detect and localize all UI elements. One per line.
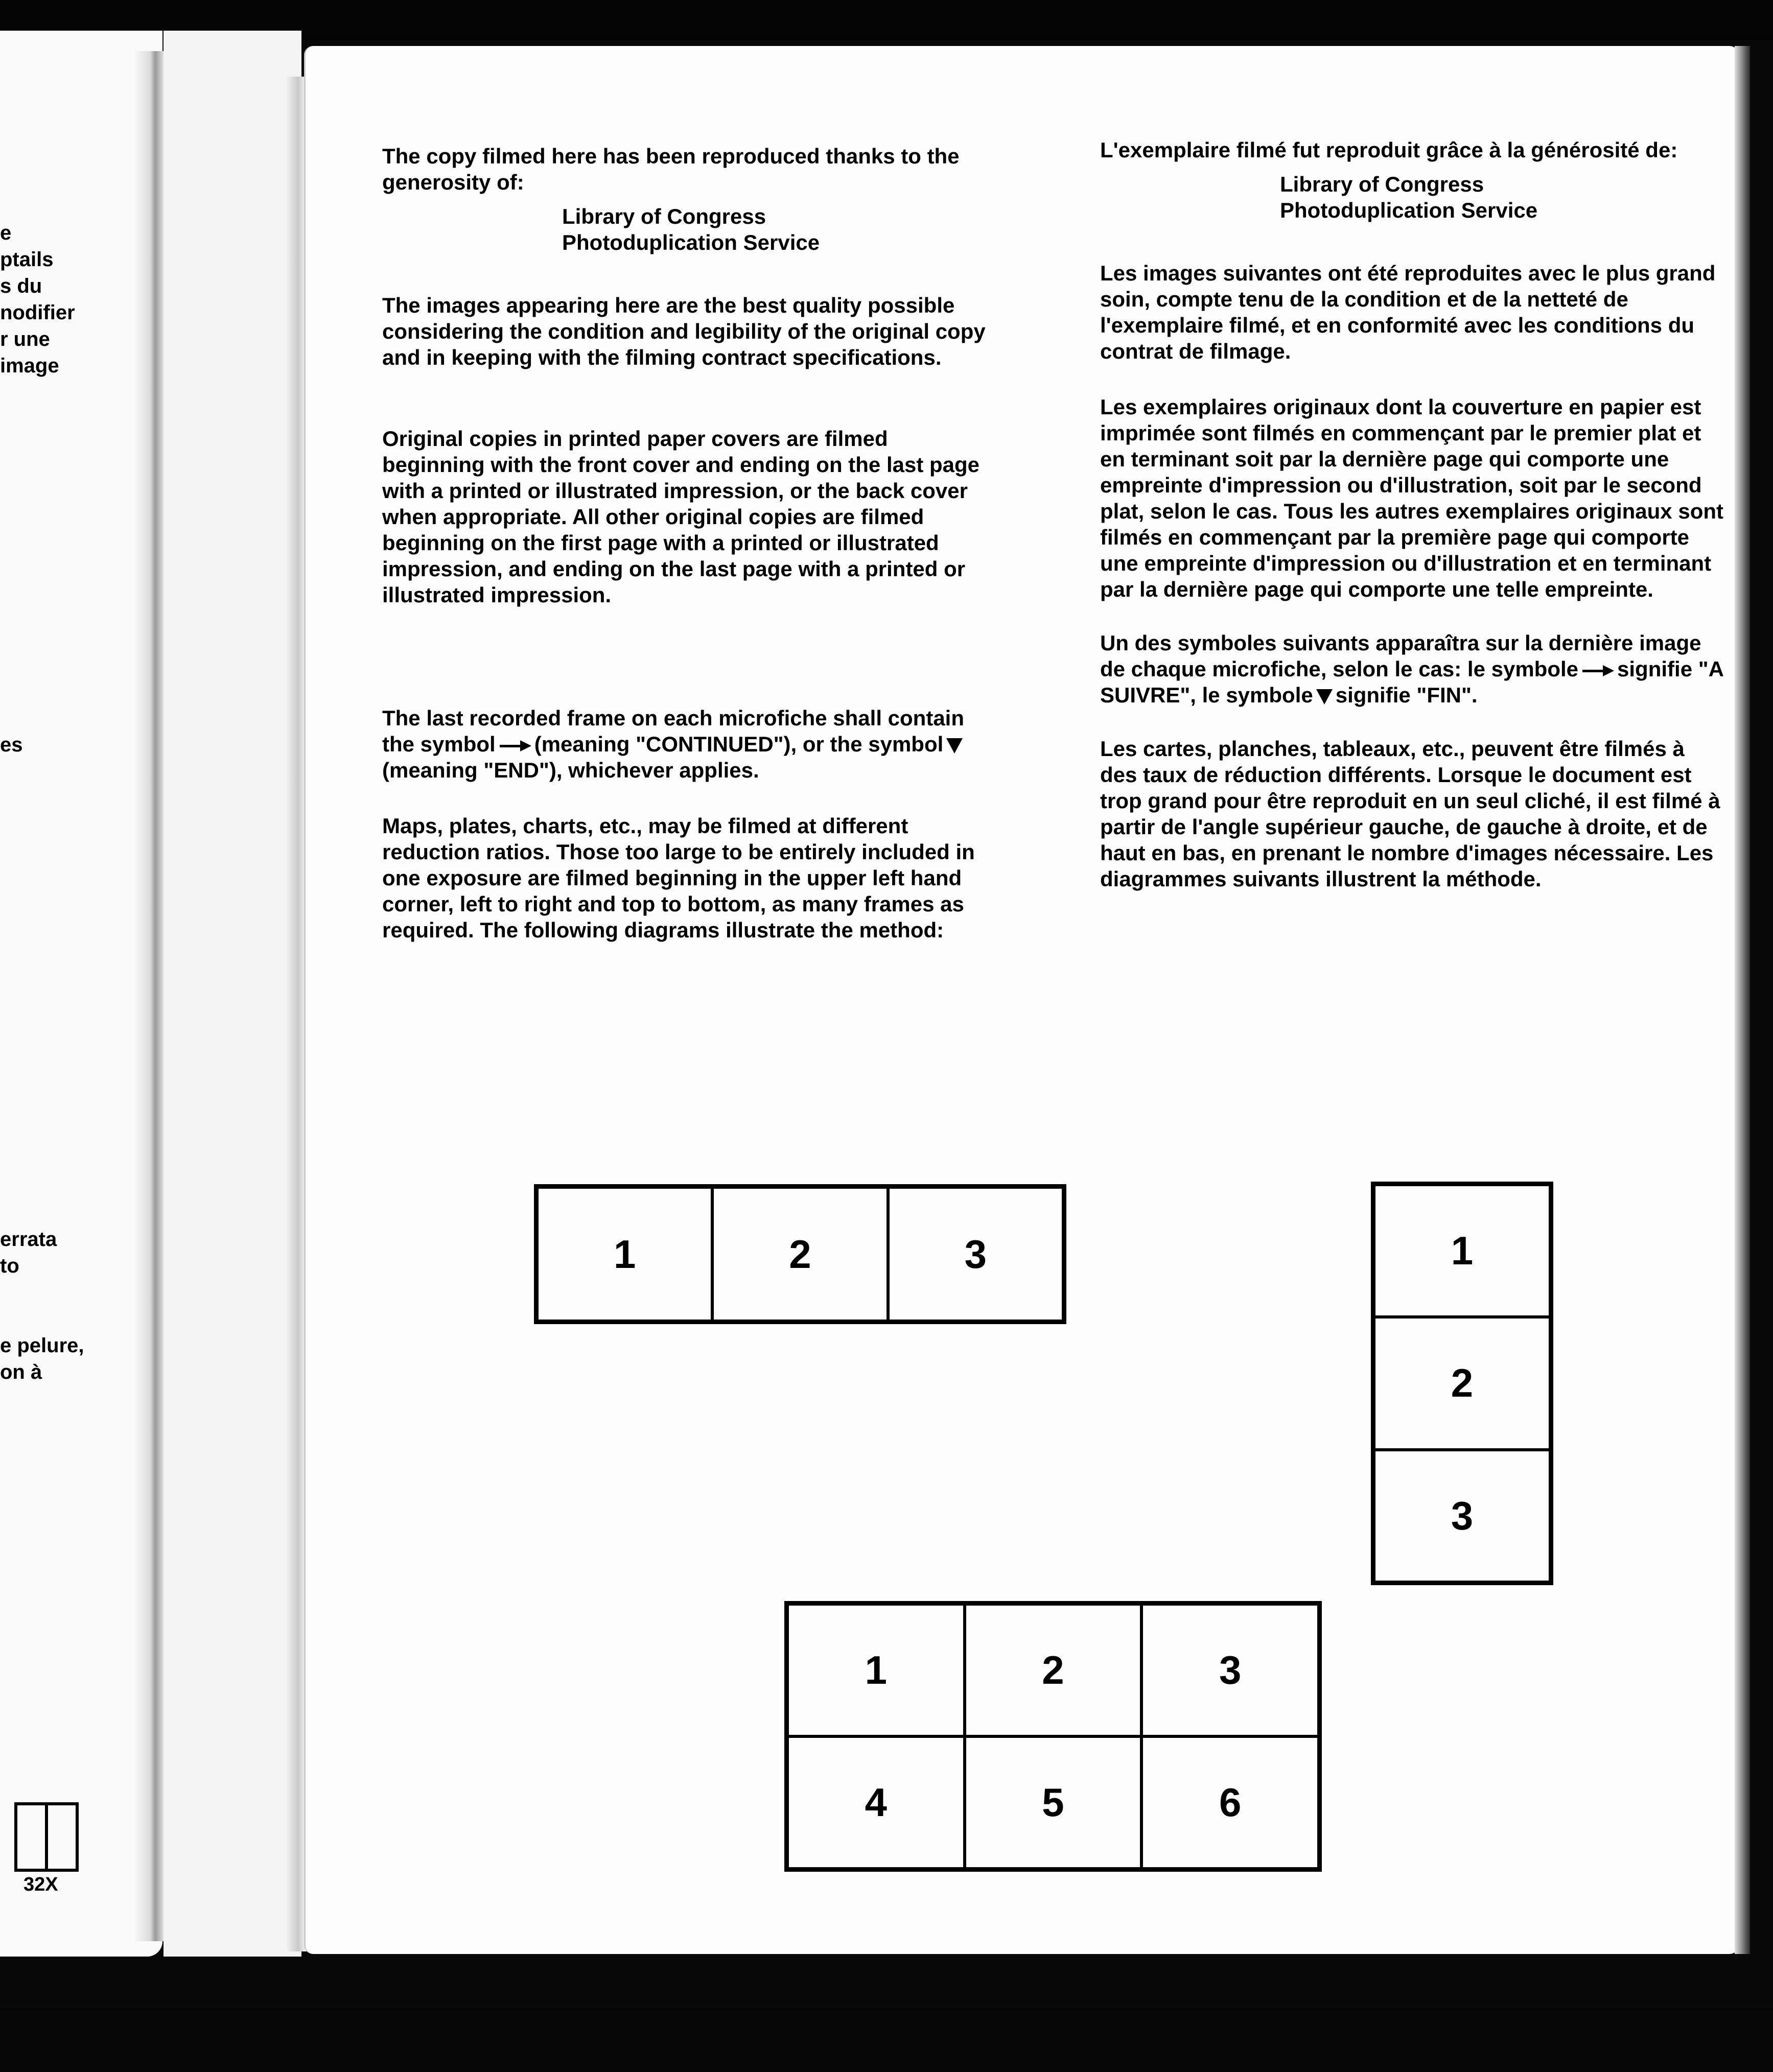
gutter-shadow xyxy=(286,77,307,1951)
en-covers-paragraph: Original copies in printed paper covers are filmed beginning with the front cover and ending on the last page with a printed or illustrated impression, or the back cover when appropriate. All other original copies are filmed beginning on the first page with a printed or illustrated impression, and ending on the last page with a printed or illustrated impression. xyxy=(382,427,980,607)
left-fragment: es xyxy=(0,734,23,756)
en-symbol-text-b: (meaning "CONTINUED"), or the symbol xyxy=(534,732,944,756)
frame-cell: 2 xyxy=(712,1187,888,1321)
fin-triangle-icon xyxy=(1316,689,1333,704)
fr-intro: L'exemplaire filmé fut reproduit grâce à la générosité de: xyxy=(1100,138,1678,162)
frame-cell: 3 xyxy=(888,1187,1063,1321)
fr-maps-paragraph: Les cartes, planches, tableaux, etc., peuvent être filmés à des taux de réduction différents. Lorsque le document est trop grand pour être reproduit en un seul cliché, il est filmé à partir de l'angle supérieur gauche, de gauche à droite, et de haut en bas, en prenant le nombre d'images nécessaire. Les diagrammes suivants illustrent la méthode. xyxy=(1100,737,1720,891)
left-fragment: on à xyxy=(0,1361,42,1383)
left-fragment: ptails xyxy=(0,248,54,271)
gutter xyxy=(164,31,301,1957)
resolution-target-box xyxy=(14,1802,79,1872)
fr-library-name: Library of Congress xyxy=(1280,172,1484,196)
en-quality-paragraph: The images appearing here are the best quality possible considering the condition and legibility of the original copy and in keeping with the filming contract specifications. xyxy=(382,293,986,369)
resolution-label: 32X xyxy=(24,1874,58,1895)
frame-cell: 6 xyxy=(1141,1736,1319,1869)
french-column xyxy=(1100,137,1723,892)
vertical-frame-diagram xyxy=(1371,1182,1553,1585)
frame-cell: 3 xyxy=(1374,1450,1550,1582)
frame-cell: 1 xyxy=(787,1604,965,1736)
en-intro: The copy filmed here has been reproduced thanks to the generosity of: xyxy=(382,144,960,194)
frame-cell: 5 xyxy=(965,1736,1142,1869)
left-fragment: s du xyxy=(0,275,42,297)
fr-symbol-paragraph xyxy=(1100,630,1723,708)
left-fragment: errata xyxy=(0,1228,57,1251)
left-fragment: nodifier xyxy=(0,301,75,324)
fr-covers-paragraph: Les exemplaires originaux dont la couverture en papier est imprimée sont filmés en commençant par le premier plat et en terminant soit par la dernière page qui comporte une empreinte d'impression ou d'illustration, soit par le second plat, selon le cas. Tous les autres exemplaires originaux sont filmés en commençant par la première page qui comporte une empreinte d'impression ou d'illustration et en terminant par la dernière page qui comporte une telle empreinte. xyxy=(1100,395,1723,601)
end-triangle-icon xyxy=(946,738,963,754)
frame-cell: 4 xyxy=(787,1736,965,1869)
continued-arrow-icon xyxy=(500,740,531,751)
en-library-service: Photoduplication Service xyxy=(562,230,820,254)
horizontal-frame-diagram xyxy=(534,1184,1066,1324)
frame-cell: 2 xyxy=(1374,1317,1550,1449)
fr-symbol-text-b: signifie "A SUIVRE", le symbole xyxy=(1100,657,1723,707)
fr-quality-paragraph: Les images suivantes ont été reproduites avec le plus grand soin, compte tenu de la condition et de la netteté de l'exemplaire filmé, et en conformité avec les conditions du contrat de filmage. xyxy=(1100,261,1716,363)
frame-cell: 1 xyxy=(1374,1185,1550,1317)
en-maps-paragraph: Maps, plates, charts, etc., may be filmed at different reduction ratios. Those too large to be entirely included in one exposure are filmed beginning in the upper left hand corner, left to right and top to bottom, as many frames as required. The following diagrams illustrate the method: xyxy=(382,814,975,942)
a-suivre-arrow-icon xyxy=(1582,665,1614,676)
left-fragment: e pelure, xyxy=(0,1334,84,1357)
left-fragment: e xyxy=(0,222,12,244)
bottom-film-border xyxy=(0,2008,1773,2072)
left-fragment: r une xyxy=(0,328,50,350)
en-symbol-text-c: (meaning "END"), whichever applies. xyxy=(382,758,759,782)
left-fragment: to xyxy=(0,1255,19,1277)
fr-symbol-text-c: signifie "FIN". xyxy=(1335,683,1478,707)
frame-cell: 2 xyxy=(965,1604,1142,1736)
left-fragment: image xyxy=(0,355,59,377)
english-column xyxy=(382,143,995,943)
fr-symbol-text-a: Un des symboles suivants apparaîtra sur la dernière image de chaque microfiche, selon le cas: le symbole xyxy=(1100,631,1701,681)
frame-cell: 3 xyxy=(1141,1604,1319,1736)
en-symbol-paragraph xyxy=(382,705,995,783)
page-edge-shadow xyxy=(1735,46,1750,1954)
en-library-name: Library of Congress xyxy=(562,204,766,228)
en-symbol-text-a: The last recorded frame on each microfiche shall contain the symbol xyxy=(382,706,965,756)
frame-cell: 1 xyxy=(537,1187,712,1321)
grid-frame-diagram xyxy=(784,1601,1322,1872)
fr-library-service: Photoduplication Service xyxy=(1280,198,1538,222)
